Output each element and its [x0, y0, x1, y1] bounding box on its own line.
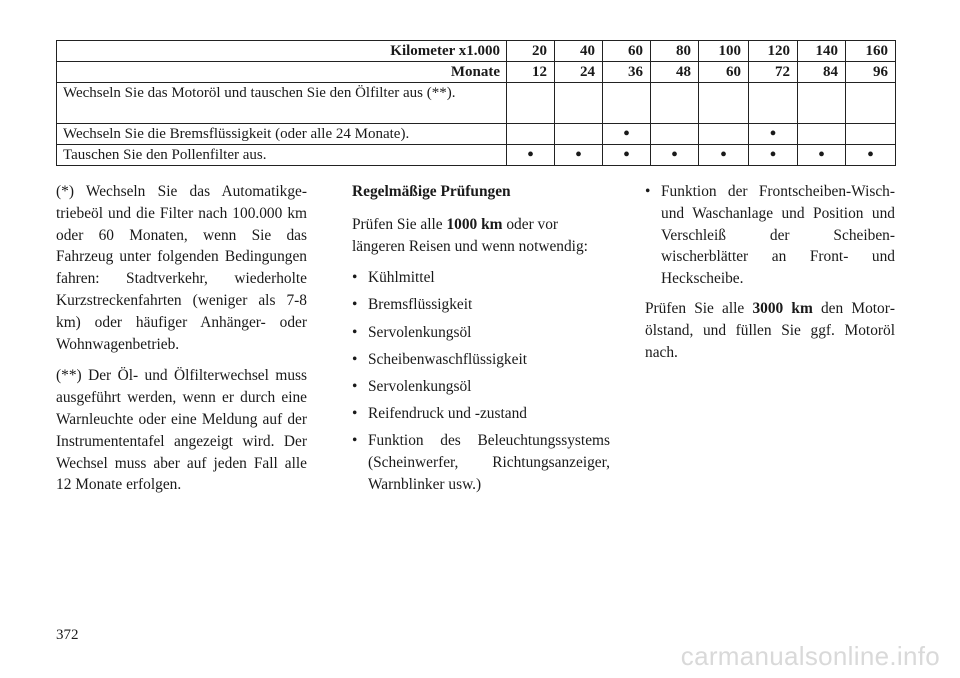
interval-mark: • [846, 145, 896, 166]
month-cell: 72 [749, 62, 798, 83]
table-row-pollen-filter [57, 145, 896, 166]
intro-text: oder vor längeren Reisen und wenn notwendig: [352, 215, 588, 255]
month-cell: 36 [603, 62, 651, 83]
task-description: Tauschen Sie den Pollenfilter aus. [57, 145, 507, 166]
interval-mark [846, 124, 896, 145]
interval-mark [507, 83, 555, 124]
list-item [352, 322, 610, 344]
list-item-label: Funktion der Frontscheiben-Wisch- und Waschanlage und Position und Verschleiß der Scheibenwischerblätter an Front- und Heckscheibe. [661, 183, 895, 288]
list-item-label: Bremsflüssigkeit [368, 296, 473, 314]
interval-mark: • [555, 145, 603, 166]
task-description: Wechseln Sie das Motoröl und tauschen Sie den Ölfilter aus (**). [57, 83, 507, 124]
km-cell: 120 [749, 41, 798, 62]
interval-mark: • [749, 145, 798, 166]
km-cell: 160 [846, 41, 896, 62]
interval-mark [699, 124, 749, 145]
interval-mark: • [603, 145, 651, 166]
list-item-label: Reifendruck und -zustand [368, 404, 527, 422]
kilometer-label: Kilometer x1.000 [57, 41, 507, 62]
maintenance-schedule-table [56, 40, 896, 166]
month-cell: 96 [846, 62, 896, 83]
bullet-icon: • [352, 323, 358, 341]
month-cell: 60 [699, 62, 749, 83]
month-cell: 12 [507, 62, 555, 83]
checks-list-continued [645, 181, 895, 290]
interval-mark: • [651, 145, 699, 166]
interval-mark: • [603, 124, 651, 145]
interval-distance: 1000 km [446, 215, 503, 233]
table-row-months [57, 62, 896, 83]
list-item [645, 181, 895, 290]
checks-intro [352, 214, 610, 258]
list-item [352, 430, 610, 495]
list-item [352, 294, 610, 316]
interval-distance: 3000 km [752, 299, 813, 317]
checks-continued-column [645, 181, 895, 373]
interval-mark [798, 83, 846, 124]
checks-list [352, 267, 610, 495]
interval-mark [603, 83, 651, 124]
bullet-icon: • [352, 404, 358, 422]
task-description: Wechseln Sie die Bremsflüssigkeit (oder alle 24 Monate). [57, 124, 507, 145]
interval-mark [846, 83, 896, 124]
month-cell: 48 [651, 62, 699, 83]
interval-mark: • [749, 124, 798, 145]
bullet-icon: • [352, 377, 358, 395]
bullet-icon: • [352, 431, 358, 449]
interval-mark [555, 83, 603, 124]
months-label: Monate [57, 62, 507, 83]
month-cell: 24 [555, 62, 603, 83]
km-cell: 100 [699, 41, 749, 62]
list-item-label: Scheibenwaschflüssigkeit [368, 350, 528, 368]
list-item [352, 403, 610, 425]
regular-checks-column [352, 181, 610, 501]
watermark-logo: carmanualsonline.info [680, 641, 940, 671]
km-cell: 80 [651, 41, 699, 62]
km-cell: 40 [555, 41, 603, 62]
table-row-oil-change [57, 83, 896, 124]
list-item [352, 349, 610, 371]
intro-text: Prüfen Sie alle [352, 215, 443, 233]
km-cell: 140 [798, 41, 846, 62]
km-cell: 60 [603, 41, 651, 62]
interval-mark [507, 124, 555, 145]
section-heading: Regelmäßige Prüfungen [352, 183, 511, 200]
interval-mark: • [507, 145, 555, 166]
footnote-automatic-transmission: (*) Wechseln Sie das Automatikgetriebeöl und die Filter nach 100.000 km oder 60 Monaten, wenn Sie das Fahrzeug unter folgenden Bedingungen fahren: Stadtverkehr, wiederholte Kurzstreckenfahrten (weniger als 7-8 km) oder häufiger Anhänger- oder Wohnwagenbetrieb. [56, 183, 307, 353]
footnote-oil-change: (**) Der Öl- und Ölfilterwechsel muss ausgeführt werden, wenn er durch eine Warnleuchte oder eine Meldung auf der Instrumententafel angezeigt wird. Der Wechsel muss aber auf jeden Fall alle 12 Monate erfolgen. [56, 367, 307, 494]
engine-oil-check-paragraph [645, 298, 895, 363]
km-cell: 20 [507, 41, 555, 62]
bullet-icon: • [352, 350, 358, 368]
bullet-icon: • [352, 269, 358, 287]
table-row-brake-fluid [57, 124, 896, 145]
interval-mark [555, 124, 603, 145]
bullet-icon: • [352, 296, 358, 314]
footnotes-column [56, 181, 307, 506]
paragraph-text: den Motorölstand, und füllen Sie ggf. Motoröl nach. [645, 299, 895, 361]
interval-mark [699, 83, 749, 124]
list-item-label: Funktion des Beleuchtungssystems (Scheinwerfer, Richtungsanzeiger, Warnblinker usw.) [368, 431, 610, 493]
table-row-kilometer [57, 41, 896, 62]
bullet-icon: • [645, 183, 651, 200]
list-item [352, 376, 610, 398]
paragraph-text: Prüfen Sie alle [645, 299, 745, 317]
list-item-label: Servolenkungsöl [368, 323, 472, 341]
interval-mark: • [699, 145, 749, 166]
page-number: 372 [56, 627, 79, 643]
list-item [352, 267, 610, 289]
interval-mark [798, 124, 846, 145]
interval-mark [651, 83, 699, 124]
interval-mark [651, 124, 699, 145]
month-cell: 84 [798, 62, 846, 83]
interval-mark: • [798, 145, 846, 166]
list-item-label: Kühlmittel [368, 269, 435, 287]
list-item-label: Servolenkungsöl [368, 377, 472, 395]
interval-mark [749, 83, 798, 124]
